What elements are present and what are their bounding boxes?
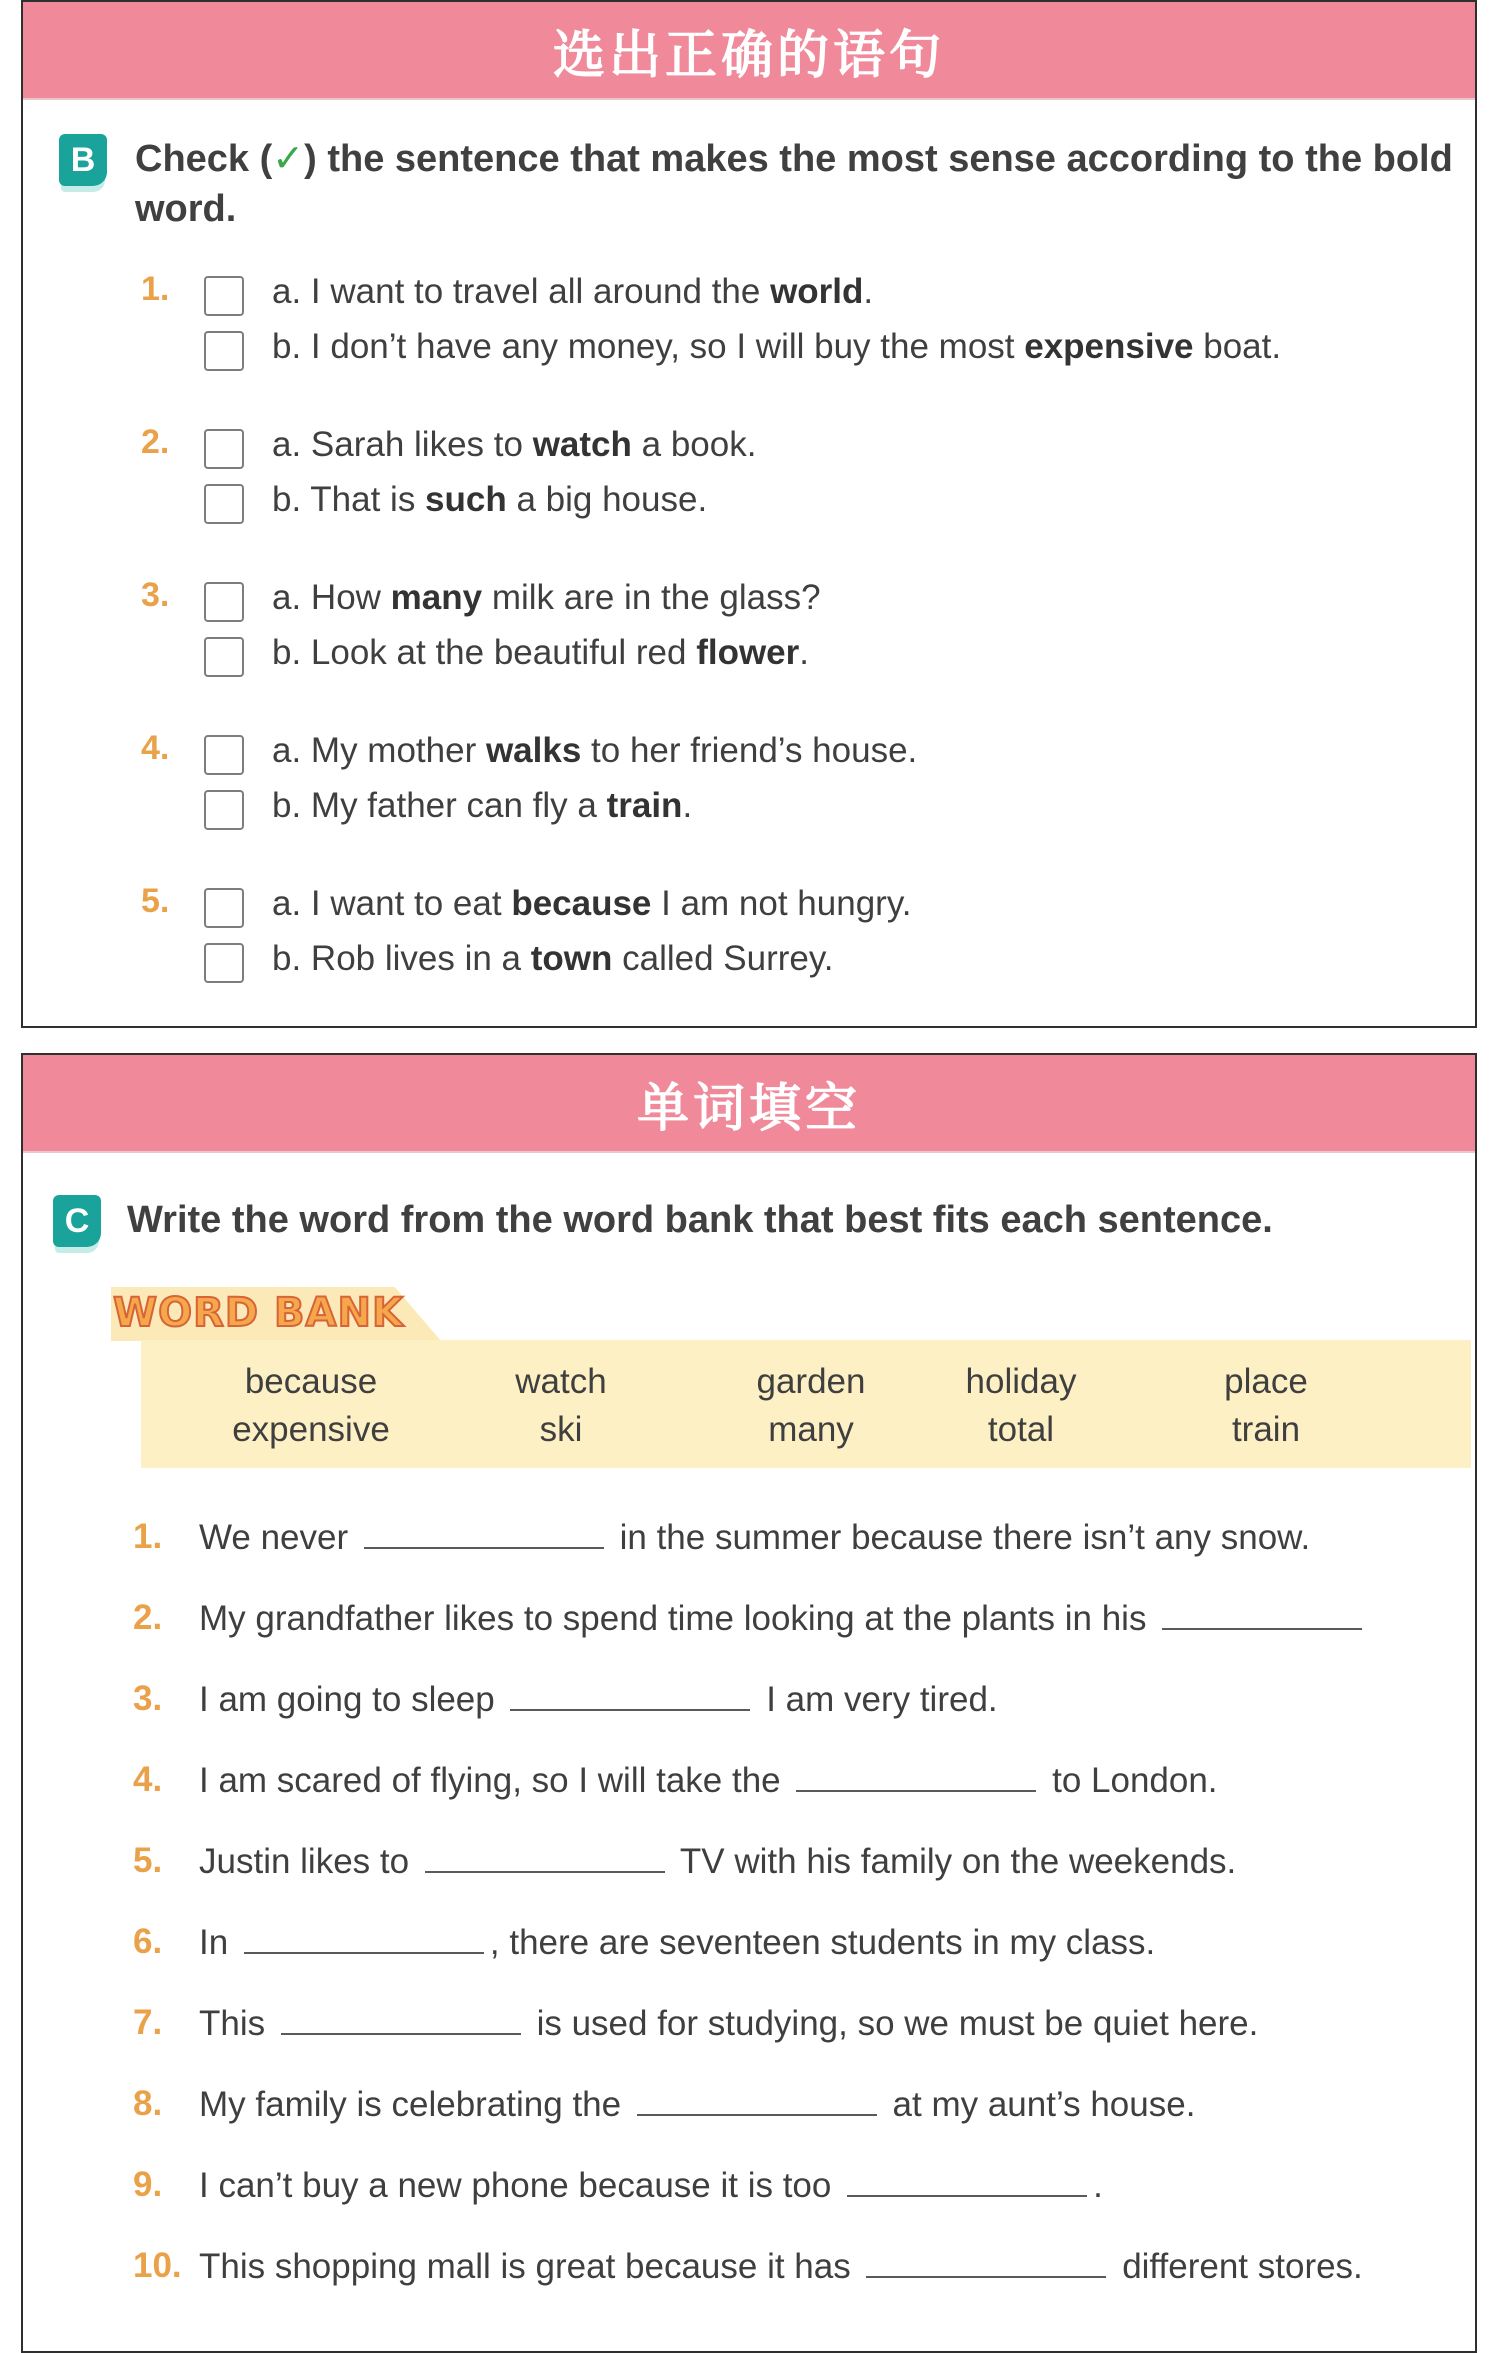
fill-sentence (133, 1679, 1463, 1729)
bold-word: because (511, 884, 652, 923)
option-q3a (272, 578, 821, 618)
option-text: a big house. (506, 480, 708, 519)
word-bank-word: holiday (965, 1362, 1077, 1401)
section-c-instruction (53, 1195, 1453, 1247)
word-bank-word: watch (515, 1362, 607, 1401)
bold-word: such (425, 480, 507, 519)
word-bank-word: place (1224, 1362, 1308, 1401)
checkbox-q5a[interactable] (204, 888, 244, 928)
sentence-text: at my aunt’s house. (882, 2085, 1196, 2124)
option-text: boat. (1193, 327, 1282, 366)
option-q4b (272, 786, 692, 826)
word-bank-word: many (768, 1410, 854, 1449)
word-bank-title: WORD BANK (113, 1290, 404, 1336)
word-bank-box (141, 1340, 1471, 1468)
fill-sentence (133, 2165, 1463, 2215)
answer-blank[interactable] (281, 2003, 521, 2035)
instruction-pre: Check ( (135, 138, 273, 180)
fill-sentence (133, 2003, 1463, 2053)
option-q1b (272, 327, 1281, 367)
word-bank-word: garden (756, 1362, 866, 1401)
answer-blank[interactable] (796, 1760, 1036, 1792)
section-b-panel (21, 0, 1477, 1028)
option-text: a. I want to eat (272, 884, 512, 923)
option-text: milk are in the glass? (482, 578, 821, 617)
sentence-text: I am very tired. (756, 1680, 998, 1719)
answer-blank[interactable] (866, 2246, 1106, 2278)
sentence-number: 9. (133, 2165, 163, 2204)
checkbox-q1b[interactable] (204, 331, 244, 371)
bold-word: world (770, 272, 864, 311)
answer-blank[interactable] (425, 1841, 665, 1873)
checkbox-q1a[interactable] (204, 276, 244, 316)
sentence-text: This (199, 2004, 275, 2043)
word-bank-word: because (244, 1362, 378, 1401)
bold-word: flower (696, 633, 800, 672)
sentence-number: 10. (133, 2246, 182, 2285)
option-text: a. My mother (272, 731, 486, 770)
option-text: b. I don’t have any money, so I will buy the most (272, 327, 1025, 366)
checkbox-q3b[interactable] (204, 637, 244, 677)
option-q2a (272, 425, 756, 465)
option-q1a (272, 272, 873, 312)
option-text: a. Sarah likes to (272, 425, 533, 464)
bold-word: town (530, 939, 613, 978)
section-c-badge: C (53, 1195, 101, 1247)
fill-sentence (133, 2246, 1463, 2296)
option-text: b. Rob lives in a (272, 939, 531, 978)
sentence-number: 2. (133, 1598, 163, 1637)
option-text: called Surrey. (612, 939, 834, 978)
answer-blank[interactable] (1162, 1598, 1362, 1630)
sentence-text: , there are seventeen students in my class. (489, 1923, 1156, 1962)
question-number: 4. (141, 729, 170, 767)
checkbox-q5b[interactable] (204, 943, 244, 983)
option-text: a. How (272, 578, 391, 617)
sentence-text: to London. (1042, 1761, 1218, 1800)
bold-word: many (390, 578, 483, 617)
instruction-post: ) the sentence that makes the most sense according to the bold word. (135, 138, 1453, 230)
sentence-number: 8. (133, 2084, 163, 2123)
section-b-badge: B (59, 134, 107, 186)
fill-sentence (133, 2084, 1463, 2134)
bold-word: walks (485, 731, 582, 770)
option-q3b (272, 633, 809, 673)
check-icon: ✓ (272, 138, 305, 180)
bold-word: train (606, 786, 683, 825)
checkbox-q4b[interactable] (204, 790, 244, 830)
sentence-text: This shopping mall is great because it has (199, 2247, 861, 2286)
sentence-number: 7. (133, 2003, 163, 2042)
bold-word: watch (532, 425, 632, 464)
option-text: b. That is (272, 480, 426, 519)
fill-sentence (133, 1517, 1463, 1567)
fill-sentence (133, 1841, 1463, 1891)
section-b-banner: 选出正确的语句 (23, 2, 1475, 100)
sentence-text: I can’t buy a new phone because it is too (199, 2166, 842, 2205)
option-q5a (272, 884, 911, 924)
option-text: to her friend’s house. (581, 731, 918, 770)
sentence-text: TV with his family on the weekends. (670, 1842, 1237, 1881)
fill-sentence (133, 1760, 1463, 1810)
option-text: . (863, 272, 874, 311)
checkbox-q3a[interactable] (204, 582, 244, 622)
sentence-number: 1. (133, 1517, 163, 1556)
sentence-text: in the summer because there isn’t any snow. (609, 1518, 1311, 1557)
sentence-text: My grandfather likes to spend time looking at the plants in his (199, 1599, 1157, 1638)
checkbox-q4a[interactable] (204, 735, 244, 775)
checkbox-q2a[interactable] (204, 429, 244, 469)
option-text: a book. (631, 425, 757, 464)
sentence-text: We never (199, 1518, 358, 1557)
question-number: 2. (141, 423, 170, 461)
question-number: 5. (141, 882, 170, 920)
section-c-instruction-text: Write the word from the word bank that best fits each sentence. (127, 1199, 1273, 1241)
sentence-text: . (1093, 2166, 1103, 2205)
answer-blank[interactable] (847, 2165, 1087, 2197)
word-bank-word: train (1231, 1410, 1301, 1449)
word-bank-word: ski (539, 1410, 583, 1449)
option-text: b. Look at the beautiful red (272, 633, 697, 672)
sentence-number: 4. (133, 1760, 163, 1799)
option-q4a (272, 731, 917, 771)
sentence-number: 6. (133, 1922, 163, 1961)
fill-sentence (133, 1922, 1463, 1972)
section-c-panel (21, 1053, 1477, 2353)
sentence-text: Justin likes to (199, 1842, 419, 1881)
question-number: 1. (141, 270, 170, 308)
sentence-text: is used for studying, so we must be quiet here. (526, 2004, 1259, 2043)
checkbox-q2b[interactable] (204, 484, 244, 524)
sentence-number: 3. (133, 1679, 163, 1718)
question-number: 3. (141, 576, 170, 614)
sentence-number: 5. (133, 1841, 163, 1880)
sentence-text: I am going to sleep (199, 1680, 505, 1719)
answer-blank[interactable] (244, 1922, 484, 1954)
section-c-banner: 单词填空 (23, 1055, 1475, 1153)
sentence-text: My family is celebrating the (199, 2085, 631, 2124)
option-text: b. My father can fly a (272, 786, 607, 825)
section-b-instruction (59, 134, 1459, 234)
word-bank-word: total (987, 1410, 1055, 1449)
sentence-text: In (199, 1923, 238, 1962)
option-text: . (799, 633, 809, 672)
option-q2b (272, 480, 707, 520)
sentence-text: different stores. (1112, 2247, 1363, 2286)
option-text: a. I want to travel all around the (272, 272, 771, 311)
answer-blank[interactable] (510, 1679, 750, 1711)
answer-blank[interactable] (364, 1517, 604, 1549)
option-text: I am not hungry. (651, 884, 912, 923)
word-bank-word: expensive (232, 1410, 390, 1449)
option-text: . (682, 786, 693, 825)
sentence-text: I am scared of flying, so I will take the (199, 1761, 791, 1800)
bold-word: expensive (1024, 327, 1194, 366)
answer-blank[interactable] (637, 2084, 877, 2116)
section-b-instruction-text (135, 134, 1459, 234)
option-q5b (272, 939, 834, 979)
fill-sentence (133, 1598, 1463, 1648)
